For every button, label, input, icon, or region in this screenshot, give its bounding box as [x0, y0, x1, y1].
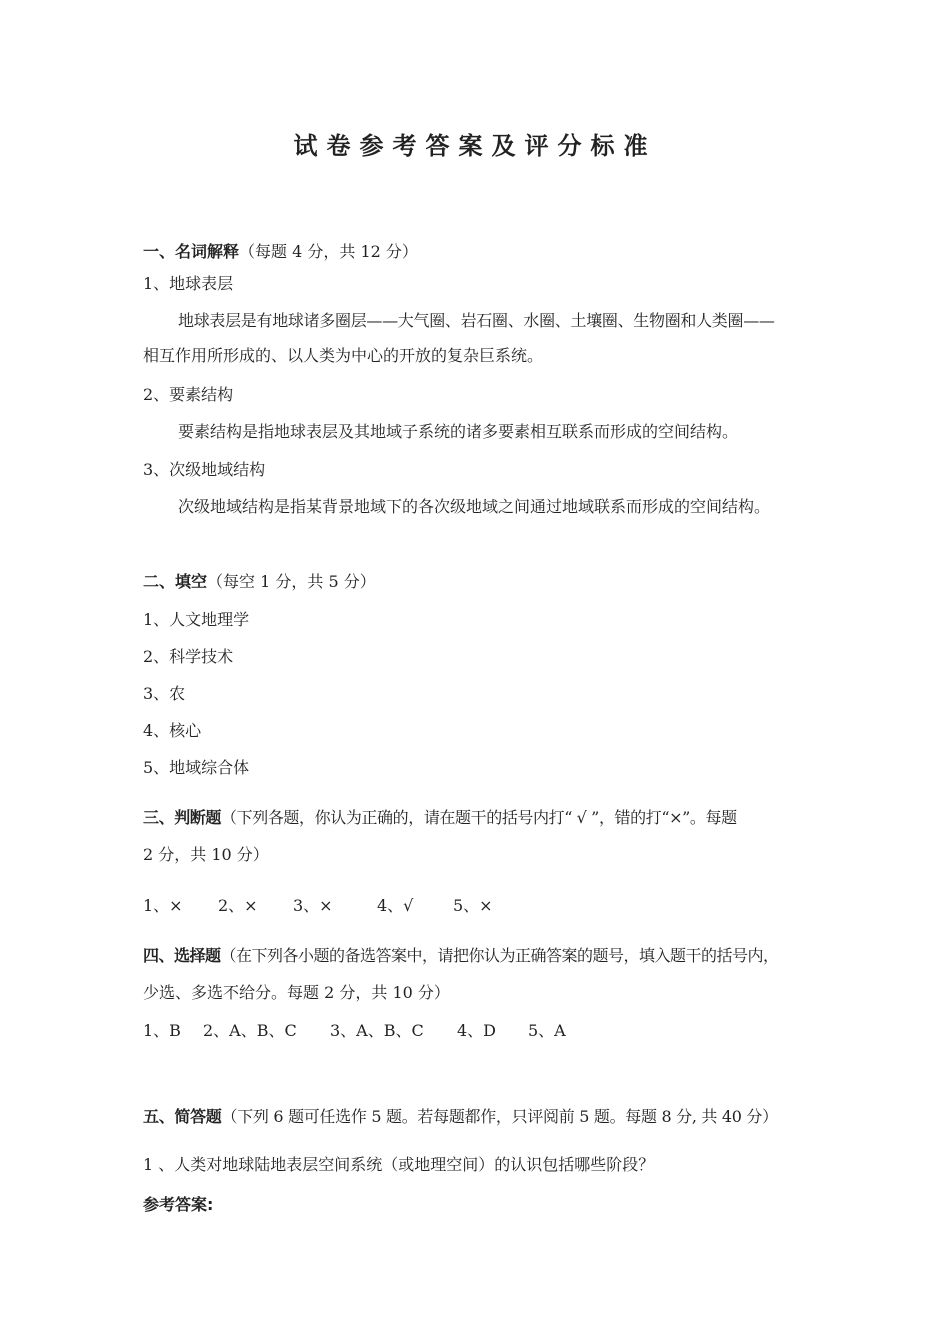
answer: 1、×: [143, 896, 183, 915]
section-heading: 三、判断题: [143, 808, 222, 827]
section4-heading-line: [143, 946, 779, 966]
answer: 1、B: [143, 1021, 181, 1040]
definition: 相互作用所形成的、以人类为中心的开放的复杂巨系统。: [143, 346, 544, 365]
section5-heading-line: [143, 1107, 778, 1127]
term: 2、要素结构: [143, 385, 234, 404]
fill-answer: 3、农: [143, 684, 186, 703]
question: 1 、人类对地球陆地表层空间系统（或地理空间）的认识包括哪些阶段？: [143, 1155, 655, 1174]
answer: 2、×: [218, 896, 258, 915]
fill-answer: 5、地域综合体: [143, 758, 250, 777]
section-note: （在下列各小题的备选答案中，请把你认为正确答案的题号，填入题干的括号内，: [220, 946, 779, 965]
section-heading: 一、名词解释: [143, 242, 240, 261]
judgement-answers: [143, 896, 493, 916]
answer: 5、×: [453, 896, 493, 915]
section-note: （每空 1 分，共 5 分）: [207, 572, 376, 591]
section-note: （每题 4 分，共 12 分）: [239, 242, 418, 261]
section-note: （下列 6 题可任选作 5 题。若每题都作，只评阅前 5 题。每题 8 分, 共 40 分）: [221, 1107, 778, 1126]
answer: 3、×: [293, 896, 333, 915]
definition: 次级地域结构是指某背景地域下的各次级地域之间通过地域联系而形成的空间结构。: [178, 497, 771, 516]
section-heading: 四、选择题: [143, 946, 221, 965]
section-heading: 五、简答题: [143, 1107, 222, 1126]
answer: 4、D: [457, 1021, 497, 1040]
section3-heading-line: [143, 808, 737, 828]
answer: 2、A、B、C: [203, 1021, 297, 1040]
term: 1、地球表层: [143, 274, 234, 293]
fill-answer: 4、核心: [143, 721, 202, 740]
choice-answers: [143, 1021, 566, 1041]
fill-answer: 2、科学技术: [143, 647, 234, 666]
definition: 要素结构是指地球表层及其地域子系统的诸多要素相互联系而形成的空间结构。: [178, 422, 739, 441]
page-title: 试卷参考答案及评分标准: [293, 132, 657, 160]
answer: 3、A、B、C: [330, 1021, 424, 1040]
answer-label: 参考答案:: [143, 1195, 214, 1214]
section-note: 少选、多选不给分。每题 2 分，共 10 分）: [143, 983, 450, 1002]
section-note: （下列各题，你认为正确的，请在题干的括号内打“ √ ”，错的打“×”。每题: [221, 808, 737, 827]
answer: 5、A: [528, 1021, 566, 1040]
definition: 地球表层是有地球诸多圈层——大气圈、岩石圈、水圈、土壤圈、生物圈和人类圈——: [178, 311, 775, 330]
term: 3、次级地域结构: [143, 460, 266, 479]
section1-heading-line: [143, 242, 418, 262]
fill-answer: 1、人文地理学: [143, 610, 250, 629]
answer: 4、√: [377, 896, 414, 915]
section-note: 2 分，共 10 分）: [143, 845, 269, 864]
section2-heading-line: [143, 572, 376, 592]
section-heading: 二、填空: [143, 572, 208, 591]
